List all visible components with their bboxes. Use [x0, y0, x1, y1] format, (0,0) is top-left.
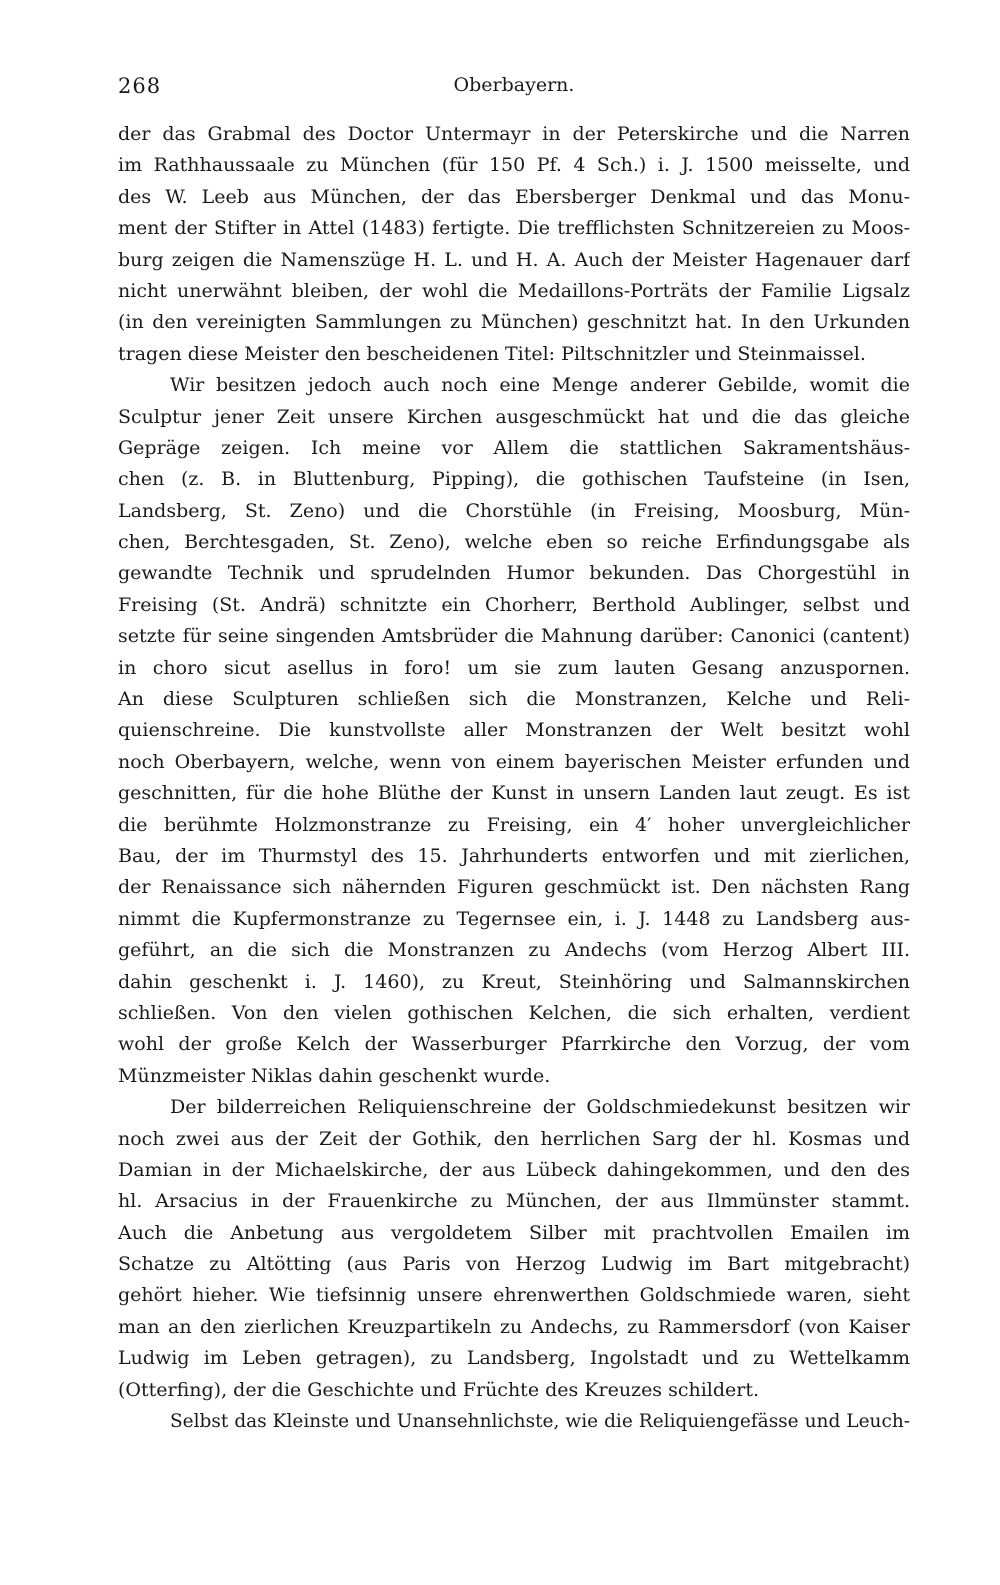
text-line: chen, Berchtesgaden, St. Zeno), welche eben so reiche Erfindungsgabe als — [118, 531, 910, 554]
text-line: gehört hieher. Wie tiefsinnig unsere ehrenwerthen Goldschmiede waren, sieht — [118, 1284, 910, 1307]
text-line: der Renaissance sich nähernden Figuren geschmückt ist. Den nächsten Rang — [118, 876, 910, 899]
text-line: (in den vereinigten Sammlungen zu München) geschnitzt hat. In den Urkunden — [118, 311, 910, 334]
text-line: des W. Leeb aus München, der das Ebersberger Denkmal und das Monu- — [118, 185, 910, 208]
text-line: quienschreine. Die kunstvollste aller Monstranzen der Welt besitzt wohl — [118, 719, 910, 742]
text-line: ment der Stifter in Attel (1483) fertigte. Die trefflichsten Schnitzereien zu Moos- — [118, 217, 910, 240]
text-line: dahin geschenkt i. J. 1460), zu Kreut, Steinhöring und Salmannskirchen — [118, 970, 910, 993]
book-page — [118, 66, 910, 1437]
text-line: setzte für seine singenden Amtsbrüder die Mahnung darüber: Canonici (cantent) — [118, 625, 910, 648]
text-line: Schatze zu Altötting (aus Paris von Herzog Ludwig im Bart mitgebracht) — [118, 1253, 910, 1276]
page-header — [118, 66, 910, 106]
text-line: Selbst das Kleinste und Unansehnlichste, wie die Reliquiengefässe und Leuch- — [170, 1411, 910, 1433]
text-line: wohl der große Kelch der Wasserburger Pfarrkirche den Vorzug, der vom — [118, 1033, 910, 1056]
text-line: An diese Sculpturen schließen sich die Monstranzen, Kelche und Reli- — [118, 688, 910, 711]
running-head: Oberbayern. — [453, 74, 575, 96]
text-line: geführt, an die sich die Monstranzen zu Andechs (vom Herzog Albert III. — [118, 939, 910, 962]
text-line: (Otterfing), der die Geschichte und Früchte des Kreuzes schildert. — [118, 1378, 760, 1401]
text-line: Der bilderreichen Reliquienschreine der Goldschmiedekunst besitzen wir — [170, 1096, 910, 1119]
text-line: Auch die Anbetung aus vergoldetem Silber mit prachtvollen Emailen im — [118, 1221, 910, 1244]
text-line: Landsberg, St. Zeno) und die Chorstühle (in Freising, Moosburg, Mün- — [118, 499, 910, 522]
text-line: burg zeigen die Namenszüge H. L. und H. A. Auch der Meister Hagenauer darf — [118, 248, 910, 271]
text-line: Damian in der Michaelskirche, der aus Lübeck dahingekommen, und den des — [118, 1158, 910, 1181]
text-line: gewandte Technik und sprudelnden Humor bekunden. Das Chorgestühl in — [118, 562, 910, 585]
text-line: Ludwig im Leben getragen), zu Landsberg, Ingolstadt und zu Wettelkamm — [118, 1347, 910, 1370]
text-line: noch zwei aus der Zeit der Gothik, den herrlichen Sarg der hl. Kosmas und — [118, 1127, 910, 1150]
text-line: chen (z. B. in Bluttenburg, Pipping), die gothischen Taufsteine (in Isen, — [118, 468, 910, 491]
text-line: tragen diese Meister den bescheidenen Titel: Piltschnitzler und Steinmaissel. — [118, 342, 866, 365]
text-line: Sculptur jener Zeit unsere Kirchen ausgeschmückt hat und die das gleiche — [118, 405, 910, 428]
text-line: nicht unerwähnt bleiben, der wohl die Medaillons-Porträts der Familie Ligsalz — [118, 279, 910, 302]
text-line: hl. Arsacius in der Frauenkirche zu München, der aus Ilmmünster stammt. — [118, 1190, 910, 1213]
text-line: Gepräge zeigen. Ich meine vor Allem die stattlichen Sakramentshäus- — [118, 436, 910, 459]
page-number: 268 — [118, 74, 162, 98]
text-line: nimmt die Kupfermonstranze zu Tegernsee ein, i. J. 1448 zu Landsberg aus- — [118, 907, 910, 930]
body-text — [118, 119, 910, 1437]
text-line: die berühmte Holzmonstranze zu Freising, ein 4′ hoher unvergleichlicher — [118, 813, 910, 836]
text-line: Freising (St. Andrä) schnitzte ein Chorherr, Berthold Aublinger, selbst und — [118, 593, 910, 616]
text-line: Bau, der im Thurmstyl des 15. Jahrhunderts entworfen und mit zierlichen, — [118, 844, 910, 867]
text-line: geschnitten, für die hohe Blüthe der Kunst in unsern Landen laut zeugt. Es ist — [118, 782, 910, 805]
text-line: der das Grabmal des Doctor Untermayr in der Peterskirche und die Narren — [118, 123, 910, 145]
text-line: in choro sicut asellus in foro! um sie zum lauten Gesang anzuspornen. — [118, 656, 910, 679]
text-line: man an den zierlichen Kreuzpartikeln zu Andechs, zu Rammersdorf (von Kaiser — [118, 1315, 910, 1338]
text-line: Münzmeister Niklas dahin geschenkt wurde. — [118, 1064, 551, 1087]
text-line: noch Oberbayern, welche, wenn von einem bayerischen Meister erfunden und — [118, 750, 910, 773]
text-line: schließen. Von den vielen gothischen Kelchen, die sich erhalten, verdient — [118, 1001, 910, 1024]
text-line: Wir besitzen jedoch auch noch eine Menge anderer Gebilde, womit die — [170, 374, 910, 397]
text-line: im Rathhaussaale zu München (für 150 Pf. 4 Sch.) i. J. 1500 meisselte, und — [118, 154, 910, 177]
